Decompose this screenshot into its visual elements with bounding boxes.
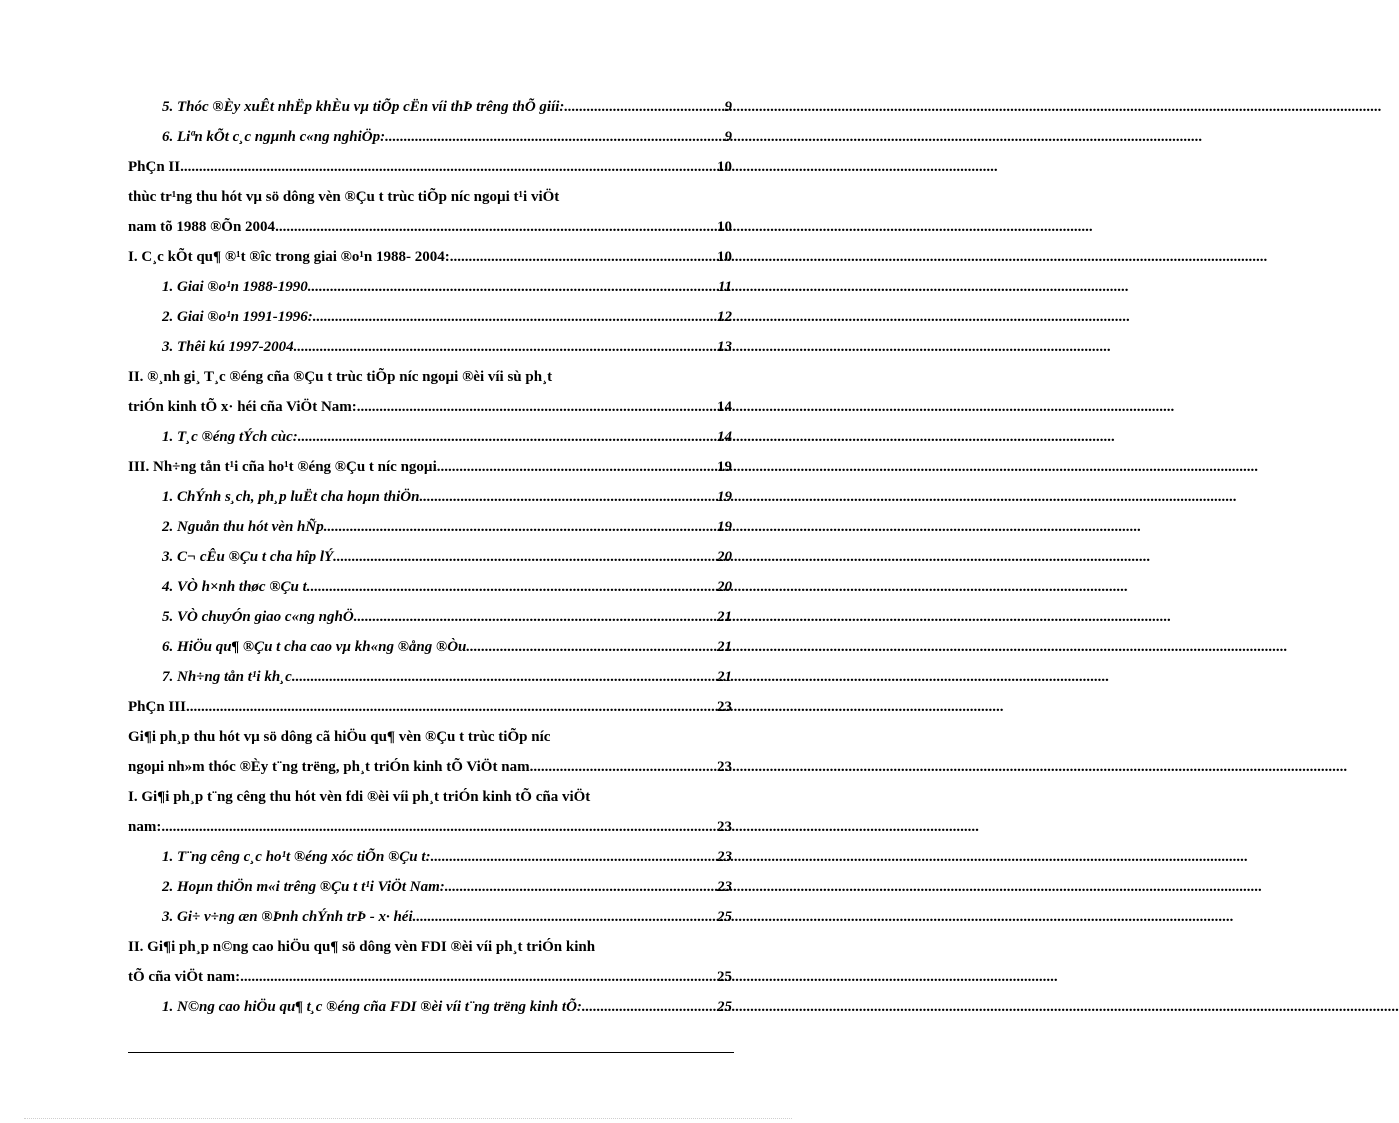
table-of-contents [128, 92, 732, 1022]
toc-page-number: 21 [717, 669, 732, 685]
toc-entry[interactable] [128, 842, 732, 872]
toc-entry-text: PhÇn II [128, 159, 181, 175]
toc-entry-text: II. ®¸nh gi¸ T¸c ®éng cña ®Çu t trùc tiÕp níc ngoµi ®èi víi sù ph¸t [128, 369, 553, 385]
toc-page-number: 11 [717, 279, 732, 295]
toc-leader-dots [357, 392, 717, 422]
toc-page-number: 19 [717, 489, 732, 505]
toc-entry-text: 2. Hoµn thiÖn m«i trêng ®Çu t t¹i ViÖt Nam: [162, 879, 445, 895]
toc-entry-text: 1. Giai ®o¹n 1988-1990. [162, 279, 312, 295]
toc-entry[interactable] [128, 152, 732, 182]
toc-entry[interactable] [128, 632, 732, 662]
toc-page-number: 25 [717, 969, 732, 985]
toc-entry[interactable] [128, 542, 732, 572]
toc-leader-dots [450, 242, 717, 272]
toc-page-number: 10 [717, 159, 732, 175]
toc-leader-dots [311, 572, 717, 602]
toc-entry-text: 3. Gi÷ v÷ng æn ®Þnh chÝnh trÞ - x· héi. [162, 909, 417, 925]
toc-entry-text: 5. Thóc ®Èy xuÊt nhËp khÈu vµ tiÕp cËn víi thÞ trêng thÕ giíi: [162, 99, 565, 115]
toc-entry-text: nam tõ 1988 ®Õn 2004 [128, 219, 276, 235]
toc-entry[interactable] [128, 242, 732, 272]
toc-leader-dots [180, 152, 717, 182]
toc-page-number: 25 [717, 909, 732, 925]
toc-leader-dots [385, 122, 724, 152]
toc-leader-dots [419, 482, 717, 512]
toc-entry[interactable] [128, 722, 732, 752]
toc-entry[interactable] [128, 872, 732, 902]
toc-entry[interactable] [128, 182, 732, 212]
toc-page-number: 9 [724, 129, 732, 145]
toc-leader-dots [186, 692, 717, 722]
toc-page-number: 10 [717, 249, 732, 265]
toc-leader-dots [470, 632, 717, 662]
toc-entry-text: III. Nh÷ng tån t¹i cña ho¹t ®éng ®Çu t níc ngoµi. [128, 459, 441, 475]
toc-leader-dots [294, 332, 717, 362]
toc-entry-text: 6. Liªn kÕt c¸c ngµnh c«ng nghiÖp: [162, 129, 386, 145]
toc-entry[interactable] [128, 752, 732, 782]
toc-entry-text: 2. Giai ®o¹n 1991-1996: [162, 309, 313, 325]
toc-entry[interactable] [128, 452, 732, 482]
toc-leader-dots [354, 602, 717, 632]
toc-entry[interactable] [128, 362, 732, 392]
toc-entry[interactable] [128, 332, 732, 362]
toc-page-number: 14 [717, 429, 732, 445]
toc-leader-dots [324, 512, 717, 542]
toc-leader-dots [311, 272, 717, 302]
toc-entry[interactable] [128, 212, 732, 242]
toc-leader-dots [416, 902, 717, 932]
toc-page-number: 20 [717, 579, 732, 595]
toc-entry[interactable] [128, 992, 732, 1022]
toc-entry-text: ngoµi nh»m thóc ®Èy t¨ng trëng, ph¸t triÓn kinh tÕ ViÖt nam [128, 759, 530, 775]
toc-page-number: 19 [717, 519, 732, 535]
toc-entry-text: Gi¶i ph¸p thu hót vµ sö dông cã hiÖu qu¶ vèn ®Çu t trùc tiÕp níc [128, 729, 551, 745]
toc-page-number: 23 [717, 879, 732, 895]
toc-entry[interactable] [128, 512, 732, 542]
toc-entry-text: 1. T¨ng cêng c¸c ho¹t ®éng xóc tiÕn ®Çu t: [162, 849, 431, 865]
toc-entry[interactable] [128, 782, 732, 812]
toc-leader-dots [240, 962, 717, 992]
footer-rule [128, 1052, 734, 1053]
toc-leader-dots [292, 662, 717, 692]
toc-entry[interactable] [128, 662, 732, 692]
toc-entry-text: triÓn kinh tÕ x· héi cña ViÖt Nam: [128, 399, 357, 415]
toc-page-number: 10 [717, 219, 732, 235]
toc-entry-text: 4. VÒ h×nh thøc ®Çu t. [162, 579, 311, 595]
toc-entry[interactable] [128, 392, 732, 422]
toc-page-number: 21 [717, 639, 732, 655]
toc-page-number: 21 [717, 609, 732, 625]
toc-entry[interactable] [128, 812, 732, 842]
toc-entry[interactable] [128, 602, 732, 632]
toc-entry[interactable] [128, 962, 732, 992]
toc-leader-dots [530, 752, 717, 782]
toc-page-number: 25 [717, 999, 732, 1015]
toc-entry-text: 1. T¸c ®éng tÝch cùc: [162, 429, 298, 445]
toc-entry[interactable] [128, 932, 732, 962]
toc-page-number: 9 [724, 99, 732, 115]
toc-entry-text: 1. ChÝnh s¸ch, ph¸p luËt cha hoµn thiÖn [162, 489, 420, 505]
toc-entry-text: PhÇn III [128, 699, 186, 715]
toc-entry-text: thùc tr¹ng thu hót vµ sö dông vèn ®Çu t trùc tiÕp níc ngoµi t¹i viÖt [128, 189, 560, 205]
toc-entry[interactable] [128, 92, 732, 122]
toc-entry-text: 3. C¬ cÊu ®Çu t cha hîp lÝ [162, 549, 334, 565]
toc-entry-text: 2. Nguån thu hót vèn hÑp [162, 519, 324, 535]
toc-entry-text: 6. HiÖu qu¶ ®Çu t cha cao vµ kh«ng ®ång ®Òu. [162, 639, 471, 655]
toc-leader-dots [275, 212, 717, 242]
toc-entry-text: 7. Nh÷ng tån t¹i kh¸c [162, 669, 292, 685]
toc-entry[interactable] [128, 302, 732, 332]
toc-entry-text: tÕ cña viÖt nam: [128, 969, 241, 985]
toc-entry-text: I. C¸c kÕt qu¶ ®¹t ®îc trong giai ®o¹n 1988- 2004: [128, 249, 450, 265]
toc-entry-text: nam: [128, 819, 162, 835]
toc-page-number: 12 [717, 309, 732, 325]
toc-leader-dots [441, 452, 718, 482]
toc-entry-text: II. Gi¶i ph¸p n©ng cao hiÖu qu¶ sö dông vèn FDI ®èi víi ph¸t triÓn kinh [128, 939, 596, 955]
toc-entry[interactable] [128, 422, 732, 452]
toc-leader-dots [445, 872, 717, 902]
toc-entry-text: I. Gi¶i ph¸p t¨ng cêng thu hót vèn fdi ®èi víi ph¸t triÓn kinh tÕ cña viÖt [128, 789, 591, 805]
toc-entry-text: 3. Thêi kú 1997-2004 [162, 339, 294, 355]
toc-page-number: 19 [717, 459, 732, 475]
page-bottom-border [24, 1118, 792, 1119]
toc-entry[interactable] [128, 272, 732, 302]
toc-page-number: 14 [717, 399, 732, 415]
toc-leader-dots [564, 92, 724, 122]
toc-leader-dots [313, 302, 717, 332]
toc-entry[interactable] [128, 692, 732, 722]
toc-entry-text: 5. VÒ chuyÓn giao c«ng nghÖ [162, 609, 354, 625]
toc-leader-dots [333, 542, 717, 572]
toc-entry-text: 1. N©ng cao hiÖu qu¶ t¸c ®éng cña FDI ®èi víi t¨ng trëng kinh tÕ: [162, 999, 582, 1015]
toc-page-number: 23 [717, 849, 732, 865]
toc-page-number: 13 [717, 339, 732, 355]
toc-leader-dots [298, 422, 717, 452]
toc-entry[interactable] [128, 482, 732, 512]
toc-page-number: 23 [717, 819, 732, 835]
toc-page-number: 20 [717, 549, 732, 565]
toc-leader-dots [161, 812, 717, 842]
toc-entry[interactable] [128, 902, 732, 932]
toc-leader-dots [431, 842, 717, 872]
toc-entry[interactable] [128, 122, 732, 152]
toc-entry[interactable] [128, 572, 732, 602]
toc-page-number: 23 [717, 699, 732, 715]
toc-leader-dots [582, 992, 717, 1022]
toc-page-number: 23 [717, 759, 732, 775]
